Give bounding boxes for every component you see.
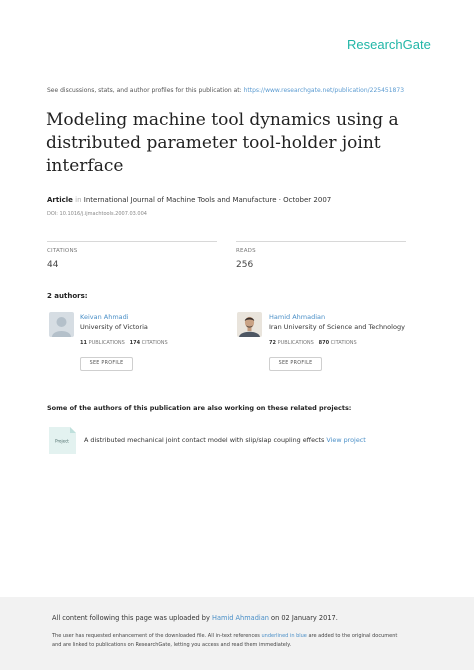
citations-divider (47, 241, 217, 242)
related-project (84, 436, 366, 444)
title-line: distributed parameter tool-holder joint (46, 133, 381, 153)
article-meta (47, 196, 331, 204)
publications-label: PUBLICATIONS (277, 340, 314, 346)
citations-count: 174 (129, 340, 141, 346)
upload-footer (0, 597, 474, 670)
author-portrait-icon (237, 312, 262, 337)
author-stats (269, 340, 357, 346)
view-project-link[interactable]: View project (326, 436, 366, 444)
citations-label: CITATIONS (330, 340, 357, 346)
note-text: and are linked to publications on ResearchGate, letting you access and read them immediately. (52, 642, 292, 648)
publications-count: 11 (80, 340, 87, 346)
author-institution: University of Victoria (80, 323, 148, 331)
citations-count: 44 (47, 260, 59, 270)
publications-count: 72 (269, 340, 276, 346)
uploader-link[interactable]: Hamid Ahmadian (212, 614, 269, 622)
author-institution: Iran University of Science and Technology (269, 323, 405, 331)
upload-date: on 02 January 2017. (271, 614, 338, 622)
project-thumb-label: Project (55, 438, 69, 444)
article-type: Article (47, 196, 73, 204)
authors-heading: 2 authors: (47, 292, 88, 300)
discussion-note-text: See discussions, stats, and author profiles for this publication at: (47, 87, 242, 94)
doi-text: DOI: 10.1016/j.ijmachtools.2007.03.004 (47, 211, 147, 217)
article-separator: in (75, 196, 82, 204)
publication-title (46, 109, 436, 178)
title-line: interface (46, 156, 124, 176)
person-silhouette-icon (49, 312, 74, 337)
related-projects-heading: Some of the authors of this publication are also working on these related projects: (47, 404, 352, 412)
citations-label: CITATIONS (47, 248, 78, 254)
discussion-note (47, 87, 404, 94)
reads-label: READS (236, 248, 256, 254)
reads-divider (236, 241, 406, 242)
author-avatar-placeholder[interactable] (49, 312, 74, 337)
title-line: Modeling machine tool dynamics using a (46, 110, 399, 130)
note-text: are added to the original document (308, 633, 398, 639)
publications-label: PUBLICATIONS (88, 340, 125, 346)
upload-note (52, 614, 338, 622)
author-photo[interactable] (237, 312, 262, 337)
note-text: The user has requested enhancement of the downloaded file. All in-text references (52, 633, 260, 639)
project-title: A distributed mechanical joint contact model with slip/slap coupling effects (84, 436, 325, 444)
enhancement-note (52, 632, 397, 650)
see-profile-button[interactable]: SEE PROFILE (80, 357, 133, 371)
project-thumbnail[interactable] (49, 427, 76, 454)
journal-name: International Journal of Machine Tools and Manufacture · October 2007 (83, 196, 332, 204)
author-name-link[interactable]: Hamid Ahmadian (269, 313, 326, 321)
researchgate-logo[interactable]: ResearchGate (347, 37, 431, 52)
citations-count: 870 (318, 340, 330, 346)
author-name-link[interactable]: Keivan Ahmadi (80, 313, 129, 321)
upload-prefix: All content following this page was uploaded by (52, 614, 210, 622)
reads-count: 256 (236, 260, 254, 270)
underlined-link-note: underlined in blue (261, 633, 307, 639)
author-stats (80, 340, 168, 346)
project-icon (49, 427, 76, 454)
see-profile-button[interactable]: SEE PROFILE (269, 357, 322, 371)
publication-url-link[interactable]: https://www.researchgate.net/publication/225451873 (243, 87, 405, 94)
citations-label: CITATIONS (141, 340, 168, 346)
